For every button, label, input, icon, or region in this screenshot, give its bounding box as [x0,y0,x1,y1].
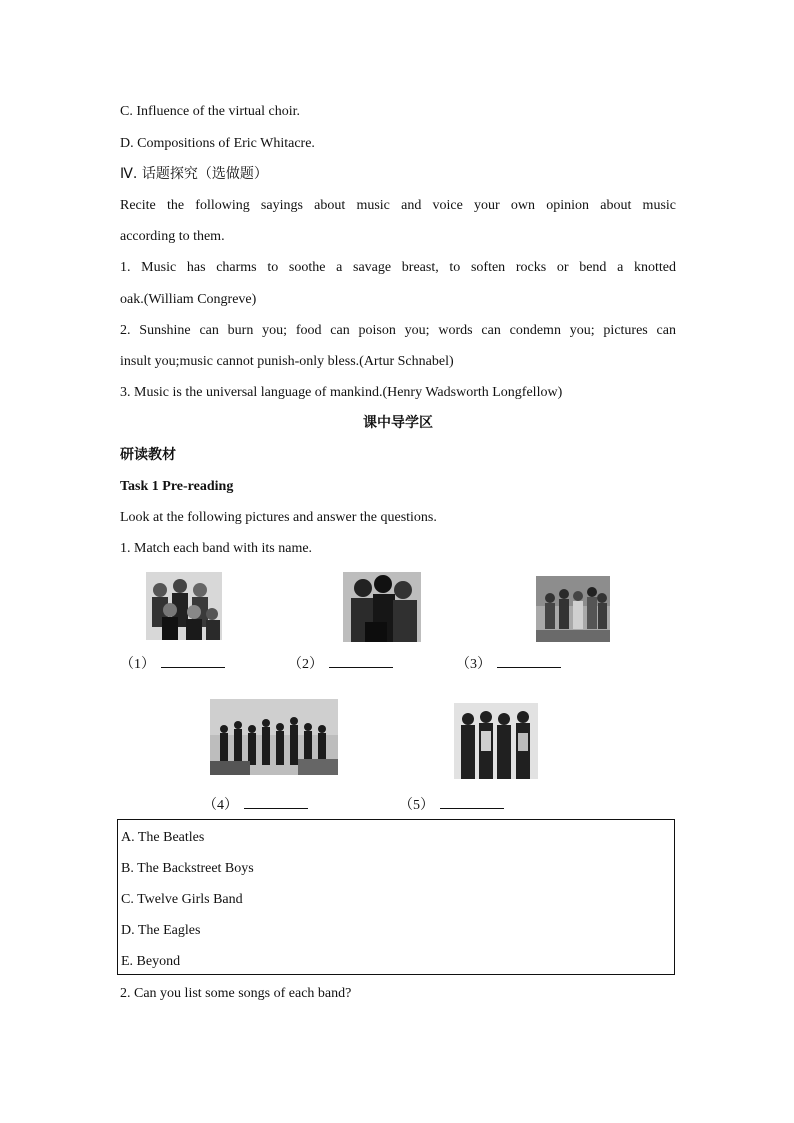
task-instruction: Look at the following pictures and answer the questions. [120,510,437,525]
band-option-e: E. Beyond [121,954,181,969]
blank-1[interactable] [120,653,225,675]
band-option-c: C. Twelve Girls Band [121,892,243,907]
blank-4-label: （4） [203,798,238,813]
intro-line-2: according to them. [120,229,225,244]
saying-3: 3. Music is the universal language of mankind.(Henry Wadsworth Longfellow) [120,385,563,400]
saying-2-line-1: 2. Sunshine can burn you; food can poison you; words can condemn you; pictures can [120,323,676,338]
question-2: 2. Can you list some songs of each band? [120,986,352,1001]
saying-1-line-1: 1. Music has charms to soothe a savage breast, to soften rocks or bend a knotted [120,260,676,275]
blank-5[interactable] [399,794,504,816]
study-heading: 研读教材 [120,447,176,463]
saying-2-line-2: insult you;music cannot punish-only bless.(Artur Schnabel) [120,354,454,369]
blank-2[interactable] [288,653,393,675]
band-options-box [117,819,675,975]
blank-2-line[interactable] [329,653,393,668]
blank-3[interactable] [456,653,561,675]
option-d-text: D. Compositions of Eric Whitacre. [120,136,315,151]
task-heading: Task 1 Pre-reading [120,479,234,494]
blank-2-label: （2） [288,657,323,672]
intro-line-1: Recite the following sayings about music and voice your own opinion about music [120,198,676,213]
blank-3-line[interactable] [497,653,561,668]
question-1: 1. Match each band with its name. [120,541,313,556]
blank-1-line[interactable] [161,653,225,668]
band-photo-icon [210,699,338,775]
band-photo-icon [536,576,610,642]
blank-4[interactable] [203,794,308,816]
band-photo-icon [146,572,222,640]
section-iv-heading: Ⅳ. 话题探究（选做题） [120,166,268,182]
band-option-d: D. The Eagles [121,923,201,938]
blank-5-label: （5） [399,798,434,813]
band-option-b: B. The Backstreet Boys [121,861,254,876]
center-title: 课中导学区 [363,415,433,431]
band-option-a: A. The Beatles [121,830,205,845]
blank-1-label: （1） [120,657,155,672]
blank-5-line[interactable] [440,794,504,809]
blank-4-line[interactable] [244,794,308,809]
saying-1-line-2: oak.(William Congreve) [120,292,257,307]
band-photo-icon [343,572,421,642]
blank-3-label: （3） [456,657,491,672]
option-c-text: C. Influence of the virtual choir. [120,104,300,119]
band-photo-icon [454,703,538,779]
